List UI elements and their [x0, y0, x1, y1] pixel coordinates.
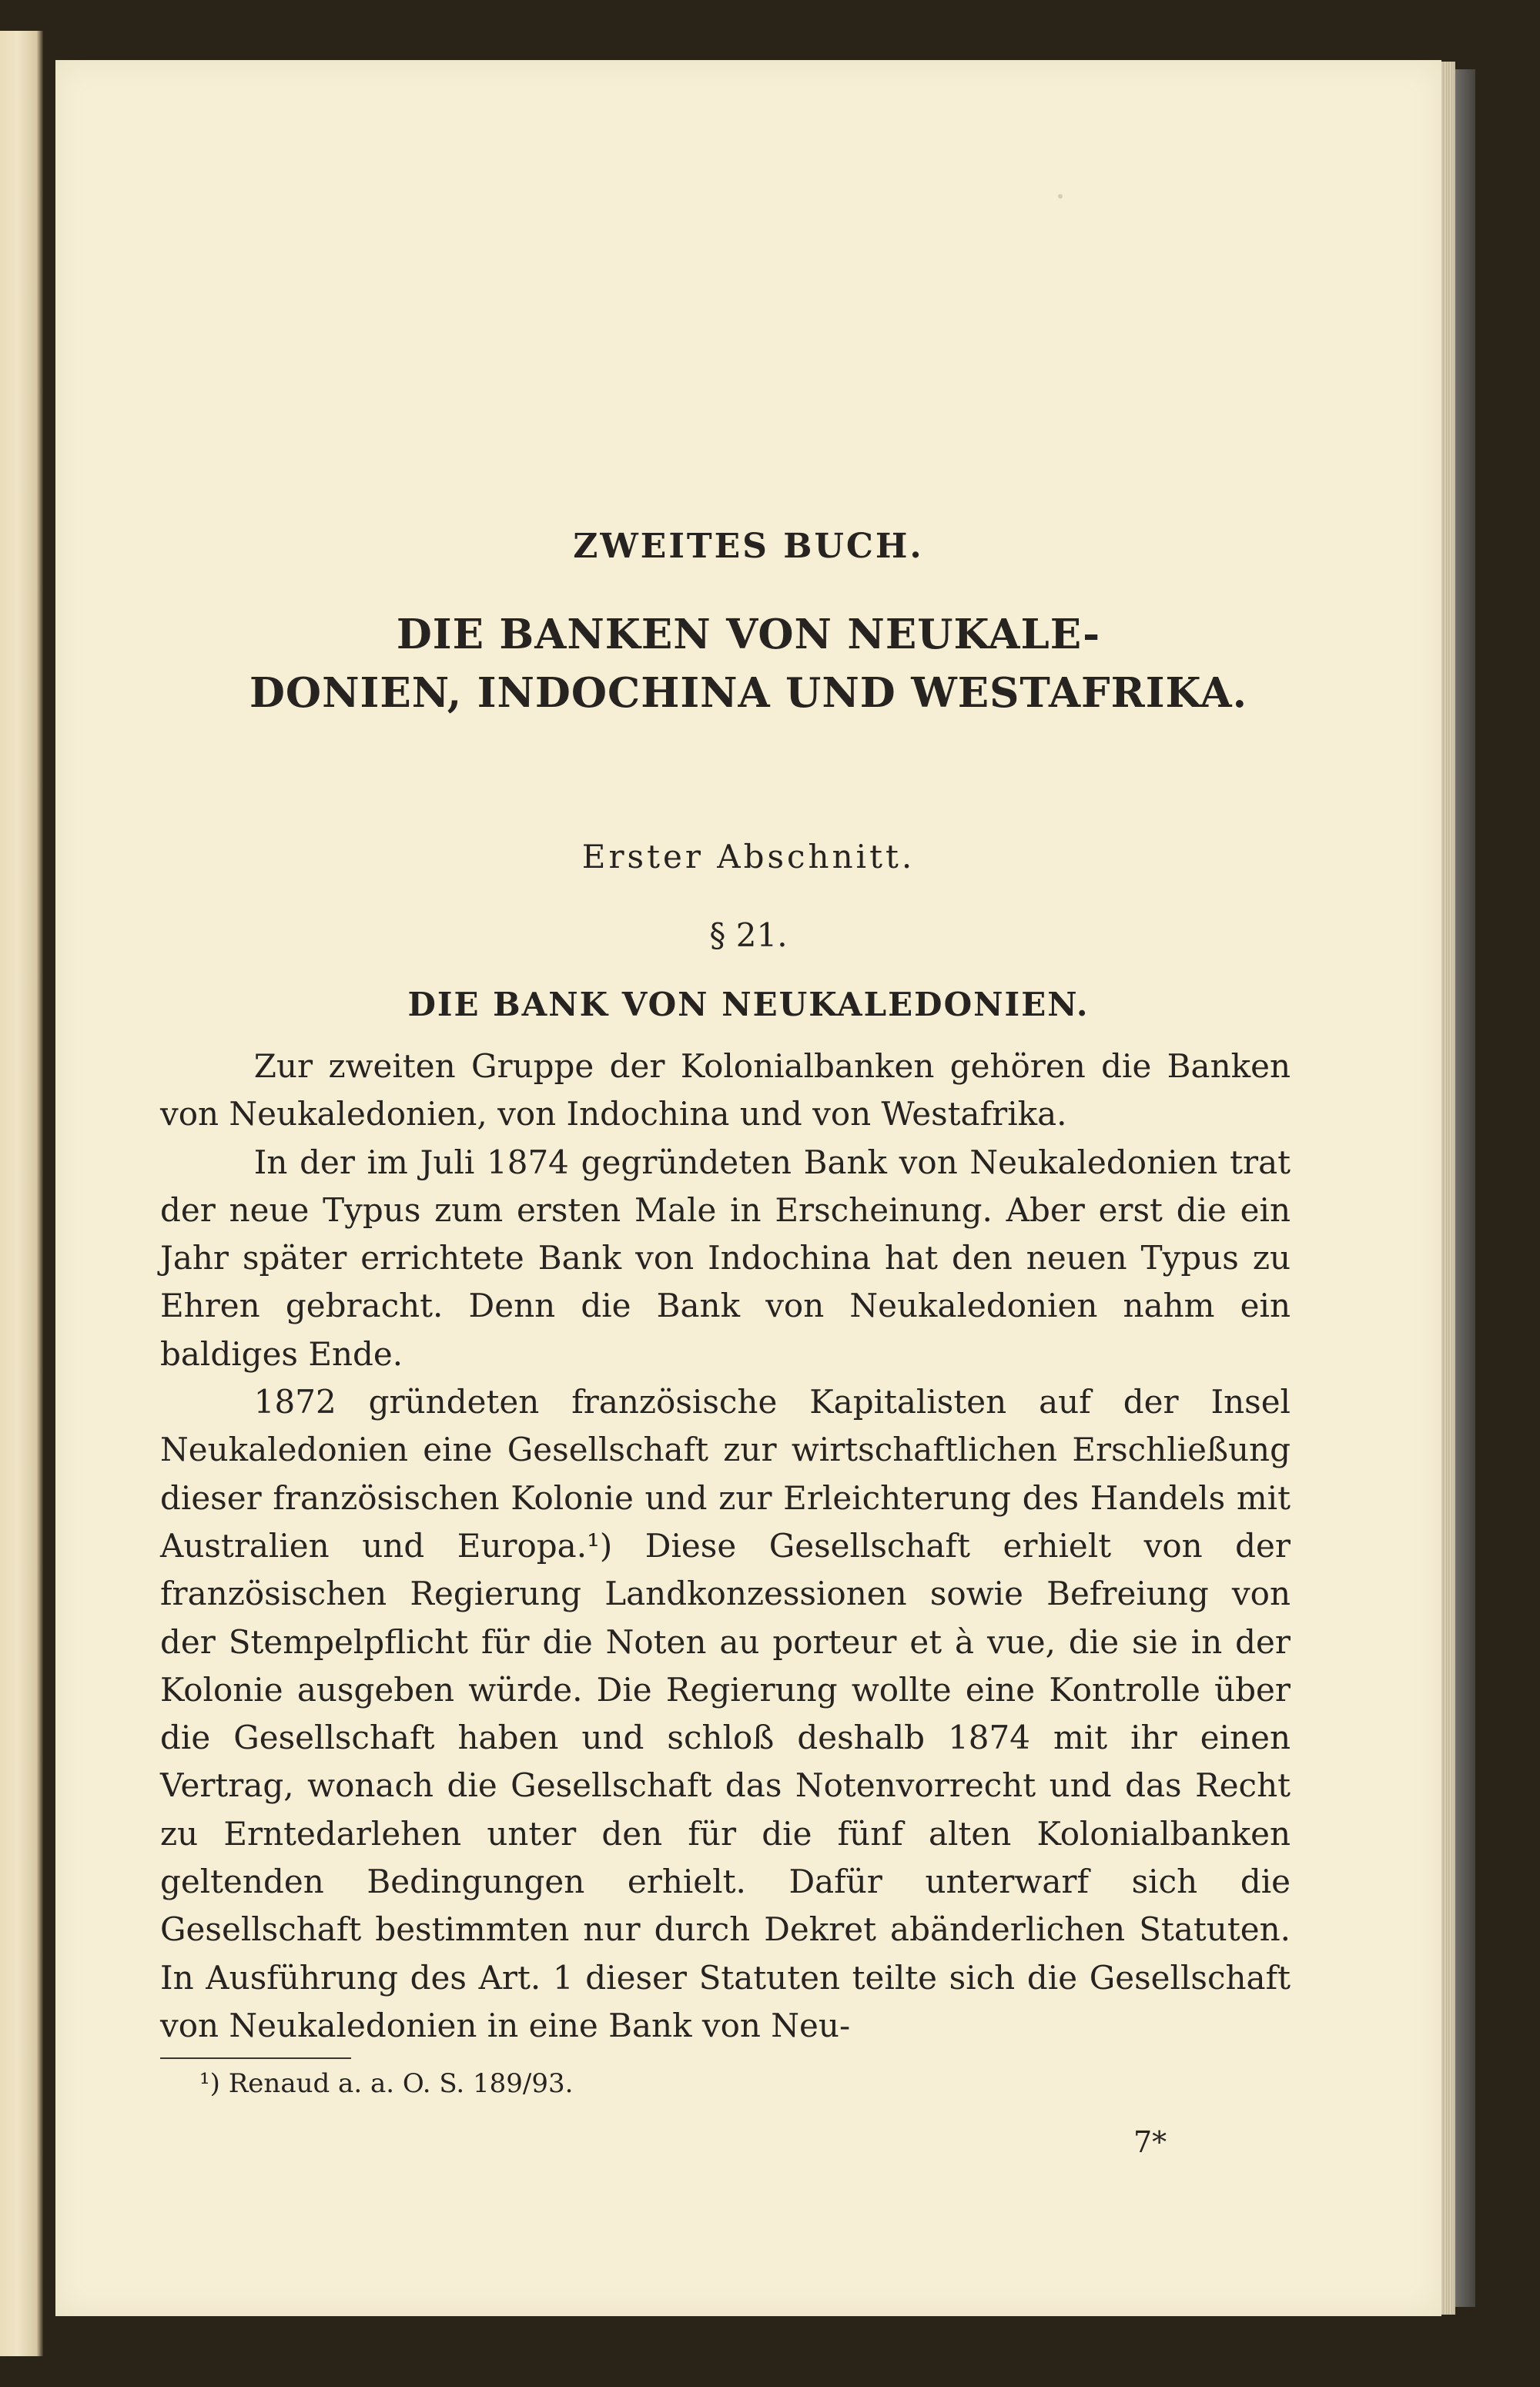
book-page	[55, 60, 1441, 2316]
paragraph: In der im Juli 1874 gegründeten Bank von Neukaledonien trat der neue Typus zum ersten Male in Erscheinung. Aber erst die ein Jahr später errichtete Bank von Indochina hat den neuen Typus zu Ehren gebracht. Denn die Bank von Neukaledonien nahm ein baldiges Ende.	[160, 1143, 1291, 1373]
paragraph: Zur zweiten Gruppe der Kolonialbanken gehören die Banken von Neukaledonien, von Indochina und von Westafrika.	[160, 1047, 1291, 1133]
part-title	[148, 605, 1349, 722]
paragraph-number: § 21.	[709, 916, 788, 954]
body-text	[160, 1043, 1291, 2050]
page-stack-edge	[1441, 62, 1455, 2315]
paragraph: 1872 gründeten französische Kapitalisten auf der Insel Neukaledonien eine Gesellschaft zur wirtschaftlichen Erschließung dieser französischen Kolonie und zur Erleichterung des Handels mit Australien und Europa.¹) Diese Gesellschaft erhielt von der französischen Regierung Landkonzessionen sowie Befreiung von der Stempelpflicht für die Noten au porteur et à vue, die sie in der Kolonie ausgeben würde. Die Regierung wollte eine Kontrolle über die Gesellschaft haben und schloß deshalb 1874 mit ihr einen Vertrag, wonach die Gesellschaft das Notenvorrecht und das Recht zu Erntedarlehen unter den für die fünf alten Kolonialbanken geltenden Bedingungen erhielt. Dafür unterwarf sich die Gesellschaft bestimmten nur durch Dekret abänderlichen Statuten. In Ausführung des Art. 1 dieser Statuten teilte sich die Gesellschaft von Neukaledonien in eine Bank von Neu-	[160, 1383, 1291, 2044]
signature-mark: 7*	[1133, 2125, 1167, 2159]
section-label: Erster Abschnitt.	[581, 838, 916, 875]
book-heading: ZWEITES BUCH.	[573, 527, 924, 566]
footnote: ¹) Renaud a. a. O. S. 189/93.	[199, 2068, 574, 2099]
part-title-text: DIE BANKEN VON NEUKALE- DONIEN, INDOCHINA UND WESTAFRIKA.	[249, 611, 1248, 717]
binding-edge	[1455, 69, 1475, 2307]
facing-page-edge	[0, 31, 43, 2356]
paper-speck	[1058, 194, 1063, 199]
footnote-rule	[160, 2057, 351, 2059]
chapter-title: DIE BANK VON NEUKALEDONIEN.	[407, 986, 1090, 1023]
